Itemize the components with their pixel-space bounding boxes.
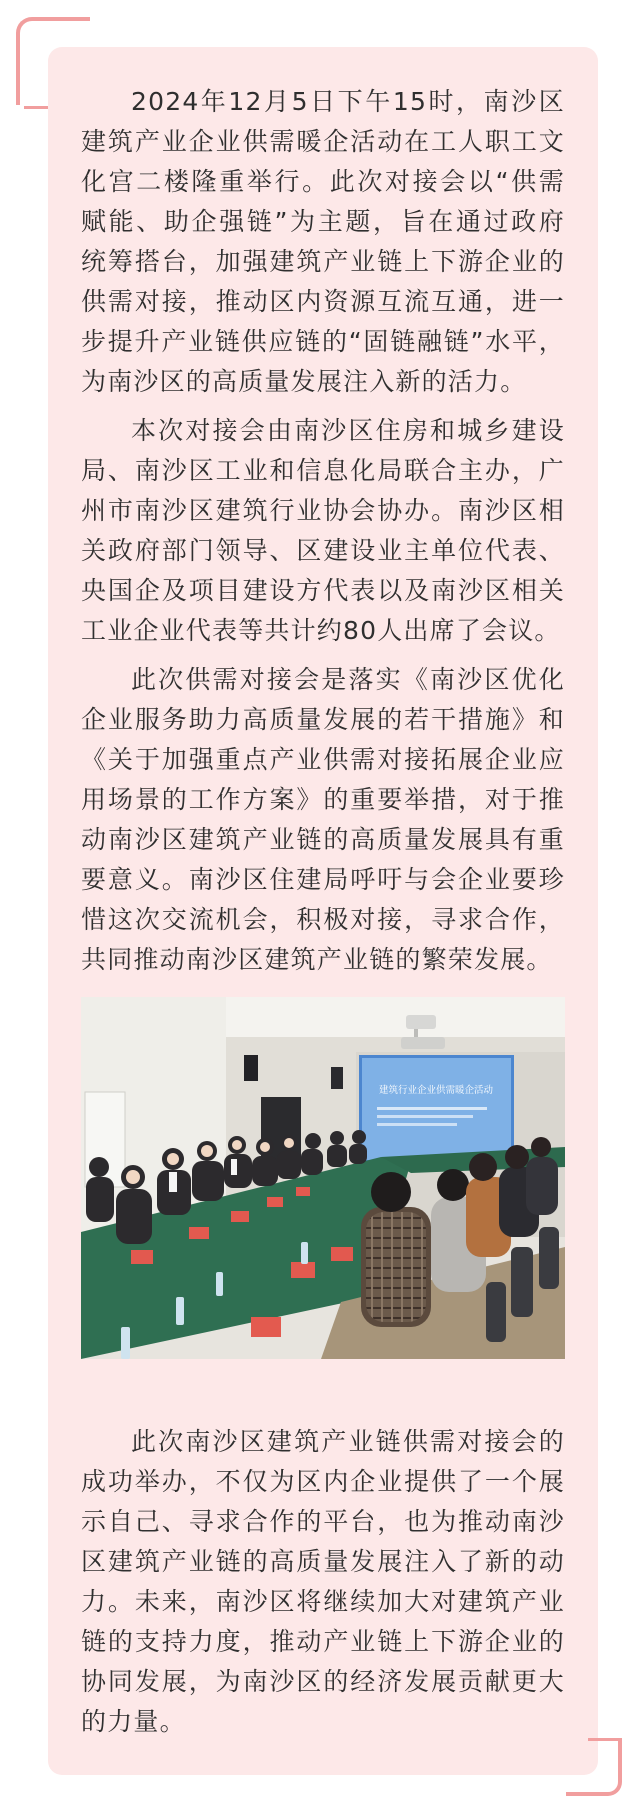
article-paragraph-4: 此次南沙区建筑产业链供需对接会的成功举办，不仅为区内企业提供了一个展示自己、寻求合作的平台，也为推动南沙区建筑产业链的高质量发展注入了新的动力。未来，南沙区将继续加大对建筑产业链的支持力度，推动产业链上下游企业的协同发展，为南沙区的经济发展贡献更大的力量。 (81, 1427, 565, 1736)
article-paragraph-3: 此次供需对接会是落实《南沙区优化企业服务助力高质量发展的若干措施》和《关于加强重点产业供需对接拓展企业应用场景的工作方案》的重要举措，对于推动南沙区建筑产业链的高质量发展具有重要意义。南沙区住建局呼吁与会企业要珍惜这次交流机会，积极对接，寻求合作，共同推动南沙区建筑产业链的繁荣发展。 (81, 665, 565, 974)
article-paragraph-1: 2024年12月5日下午15时，南沙区建筑产业企业供需暖企活动在工人职工文化宫二楼隆重举行。此次对接会以“供需赋能、助企强链”为主题，旨在通过政府统筹搭台，加强建筑产业链上下游企业的供需对接，推动区内资源互流互通，进一步提升产业链供应链的“固链融链”水平，为南沙区的高质量发展注入新的活力。 (81, 87, 565, 396)
screen-title: 建筑行业企业供需暖企活动 (378, 1085, 494, 1096)
decorative-corner-bottom-right (566, 1738, 622, 1796)
article-paragraph-2: 本次对接会由南沙区住房和城乡建设局、南沙区工业和信息化局联合主办，广州市南沙区建筑行业协会协办。南沙区相关政府部门领导、区建设业主单位代表、央国企及项目建设方代表以及南沙区相关工业企业代表等共计约80人出席了会议。 (81, 416, 565, 645)
meeting-photo-illustration (81, 997, 565, 1359)
meeting-photo (81, 997, 565, 1359)
